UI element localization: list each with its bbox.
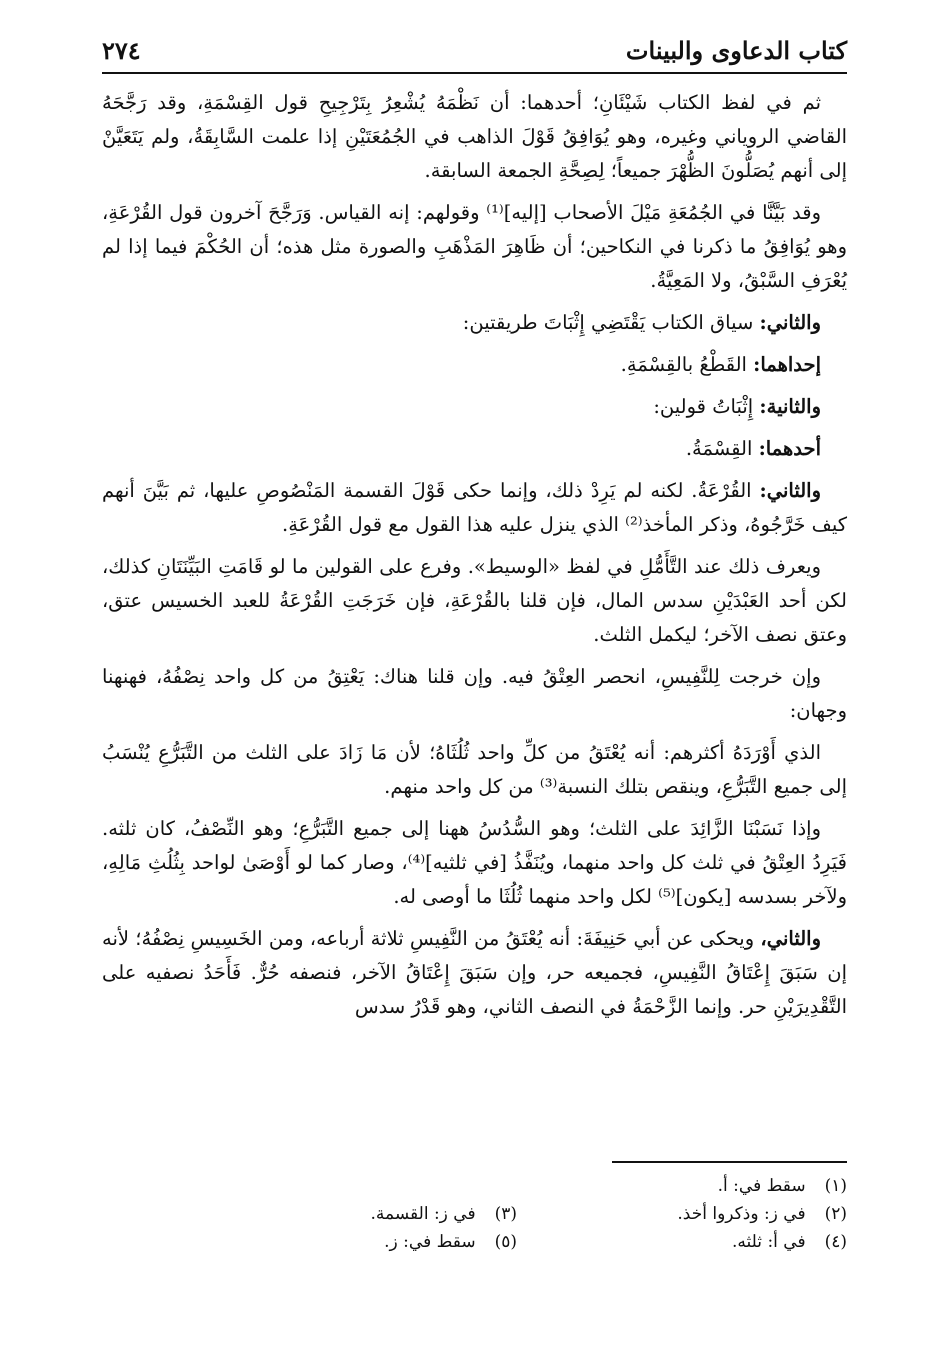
footnote [517,1172,847,1200]
page-header [102,30,847,70]
paragraph-lead: والثانية: [759,395,821,418]
paragraph [102,432,847,466]
paragraph-text: الذي أَوْرَدَهُ أكثرهم: أنه يُعْتَقُ من كلِّ واحد ثُلُثَاهُ؛ لأن مَا زَادَ على الثلث من التَّبَرُّعِ يُنْسَبُ إلى جميع التَّبَرُّعِ، وينقص بتلك النسبة⁽³⁾ من كل واحد منهم. [102,741,847,798]
footnote-text: في أ: ثلثه. [732,1232,806,1252]
paragraph [102,86,847,188]
footnote-column-left [187,1172,517,1256]
paragraph-text: وإن خرجت لِلنَّفِيسِ، انحصر العِتْقُ فيه. وإن قلنا هناك: يَعْتِقُ من كل واحد نِصْفُهُ، فهنهنا وجهان: [102,665,847,722]
footnote-number: (٤) [824,1232,847,1252]
footnote-text: سقط في: ز. [384,1232,476,1252]
paragraph [102,660,847,728]
paragraph-text: القَطْعُ بالقِسْمَةِ. [620,353,754,376]
paragraph [102,812,847,914]
footnote-text: سقط في: أ. [717,1176,806,1196]
paragraph-lead: والثاني: [759,479,821,502]
main-text [102,86,847,1032]
footnote-number: (١) [824,1176,847,1196]
page-number: ٢٧٤ [102,35,141,65]
paragraph [102,474,847,542]
paragraph-lead: والثاني، [760,927,821,950]
footnote-columns [102,1172,847,1256]
paragraph-text: ويعرف ذلك عند التَّأَمُّلِ في لفظ «الوسيط». وفرع على القولين ما لو قَامَتِ البَيِّنَتَانِ كذلك، لكن أحد العَبْدَيْنِ سدس المال، فإن قلنا بالقُرْعَةِ، فإن خَرَجَتِ القُرْعَةُ للعبد الخسيس عتق، وعتق نصف الآخر؛ ليكمل الثلث. [102,555,847,646]
paragraph-lead: والثاني: [759,311,821,334]
paragraph [102,348,847,382]
footnote-number: (٢) [824,1204,847,1224]
paragraph-text: وإذا نَسَبْنَا الزَّائِدَ على الثلث؛ وهو السُّدُسُ ههنا إلى جميع التَّبَرُّعِ؛ وهو النِّصْفُ، كان ثلثه. فَيَرِدُ العِتْقُ في ثلث كل واحد منهما، ويُنَفَّذُ [في ثلثيه]⁽⁴⁾، وصار كما لو أَوْصَىٰ لواحد بِثُلُثِ مَالِهِ، ولآخر بسدسه [يكون]⁽⁵⁾ لكل واحد منهما ثُلُثَا ما أوصى له. [102,817,847,908]
paragraph [102,196,847,298]
paragraph-text: ويحكى عن أبي حَنِيفَةَ: أنه يُعْتَقُ من النَّفِيسِ ثلاثة أرباعه، ومن الخَسِيسِ نِصْفُهُ؛ لأنه إن سَبَقَ إِعْتَاقُ النَّفِيسِ، فجميعه حر، وإن سَبَقَ إِعْتَاقُ الآخر، فنصفه حُرٌّ. فَأَحَدُ نصفيه على التَّقْدِيرَيْنِ حر. وإنما الزَّحْمَةُ في النصف الثاني، وهو قَدْرُ سدس [102,927,847,1018]
paragraph-text: وقد بَيَّنَّا في الجُمُعَةِ مَيْلَ الأصحاب [إليه]⁽¹⁾ وقولهم: إنه القياس. وَرَجَّحَ آخرون قول القُرْعَةِ، وهو يُوَافِقُ ما ذكرنا في النكاحين؛ أن ظَاهِرَ المَذْهَبِ والصورة مثل هذه؛ أن الحُكْمَ فيما إذا لم يُعْرَفِ السَّبْقُ، ولا المَعِيَّةُ. [102,201,847,292]
footnote-number: (٣) [494,1204,517,1224]
paragraph [102,306,847,340]
footnote [517,1228,847,1256]
paragraph-text: القِسْمَةُ. [685,437,759,460]
footnote-rule [612,1161,847,1163]
footnote-text: في ز: القسمة. [370,1204,476,1224]
footnote [517,1200,847,1228]
footnote-text: في ز: وذكروا أخذ. [677,1204,806,1224]
running-title: كتاب الدعاوى والبينات [625,35,847,65]
footnote [187,1200,517,1228]
paragraph [102,922,847,1024]
paragraph [102,390,847,424]
footnote-column-right [517,1172,847,1256]
paragraph-text: ثم في لفظ الكتاب شَيْئَانِ؛ أحدهما: أن نَظْمَهُ يُشْعِرُ بِتَرْجِيحِ قول القِسْمَةِ، وقد رَجَّحَهُ القاضي الروياني وغيره، وهو يُوَافِقُ قَوْلَ الذاهب في الجُمُعَتَيْنِ إذا علمت السَّابِقَةُ، ولم يَتَعَيَّنْ إلى أنهم يُصَلُّونَ الظُّهْرَ جميعاً؛ لِصِحَّةِ الجمعة السابقة. [102,91,847,182]
paragraph-lead: إحداهما: [753,353,821,376]
footnote [187,1228,517,1256]
paragraph-text: سياق الكتاب يَقْتَضِي إِثْبَاتَ طريقتين: [462,311,760,334]
paragraph-text: القُرْعَةُ. لكنه لم يَرِدْ ذلك، وإنما حكى قَوْلَ القسمة المَنْصُوصِ عليها، ثم بَيَّنَ أنهم كيف خَرَّجُوهُ، وذكر المأخذ⁽²⁾ الذي ينزل عليه هذا القول مع قول القُرْعَةِ. [102,479,847,536]
header-rule [102,72,847,74]
paragraph-lead: أحدهما: [758,437,821,460]
footnotes [102,1172,847,1256]
paragraph-text: إِثْبَاتُ قولين: [653,395,760,418]
paragraph [102,736,847,804]
paragraph [102,550,847,652]
footnote-number: (٥) [494,1232,517,1252]
